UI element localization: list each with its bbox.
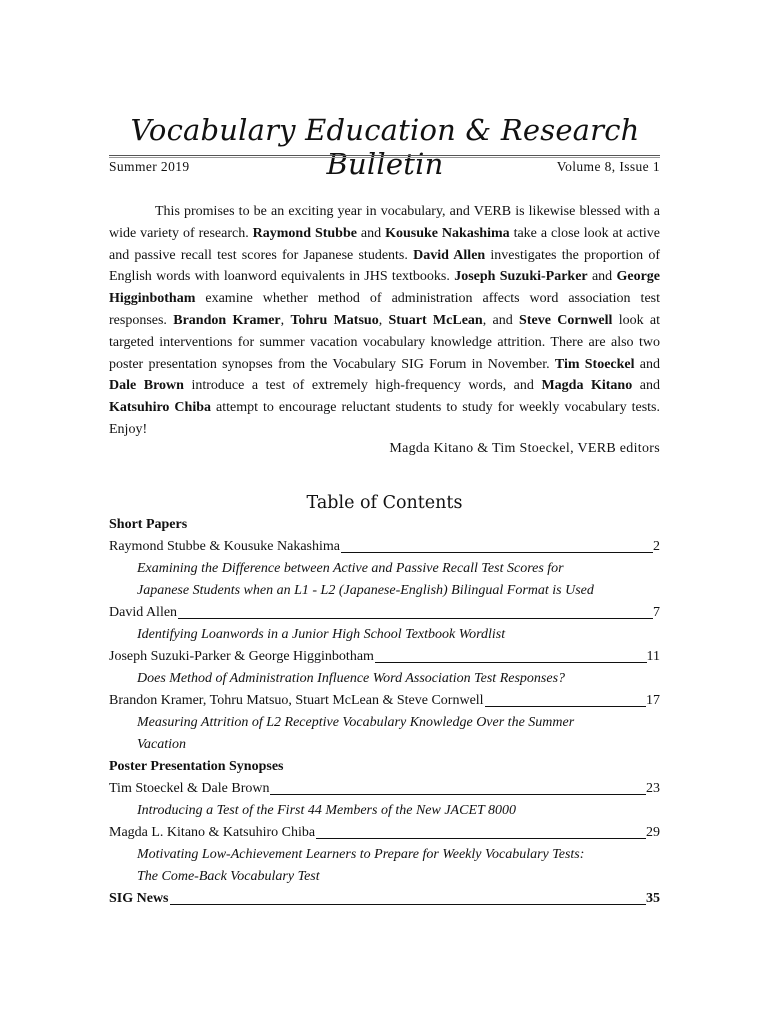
toc-entry-title: Motivating Low-Achievement Learners to Prepare for Weekly Vocabulary Tests: (137, 847, 585, 862)
toc-entry-page: 11 (646, 649, 660, 664)
toc-entry-authors: Magda L. Kitano & Katsuhiro Chiba (109, 825, 316, 840)
issue-volume: Volume 8, Issue 1 (556, 159, 660, 174)
intro-author: Kousuke Nakashima (385, 225, 510, 241)
intro-author: Raymond Stubbe (252, 225, 357, 241)
intro-text: This promises to be an exciting year in vocabulary, and VERB is likewise blessed with a wide variety of research. (109, 204, 660, 241)
toc-leader-line (178, 618, 653, 619)
intro-author: Magda Kitano (541, 378, 633, 394)
issue-date: Summer 2019 (109, 159, 190, 174)
intro-author: Joseph Suzuki-Parker (454, 269, 588, 285)
intro-text: investigates the proportion of English words with loanword equivalents in JHS textbooks. (109, 247, 661, 285)
toc-entry-page: 23 (646, 781, 660, 796)
toc-entry-authors: Tim Stoeckel & Dale Brown (109, 781, 270, 796)
toc-entry-authors: SIG News (109, 891, 169, 906)
intro-text: attempt to encourage reluctant students to study for weekly vocabulary tests. Enjoy! (109, 400, 660, 437)
toc-entry[interactable] (109, 822, 660, 844)
toc-entry-page: 29 (646, 825, 660, 840)
toc-entry-sig-news[interactable] (109, 888, 660, 910)
table-of-contents (109, 514, 660, 910)
intro-author: Stuart McLean (388, 312, 483, 328)
toc-leader-line (485, 706, 646, 707)
toc-entry[interactable] (109, 778, 660, 800)
intro-author: Tim Stoeckel (554, 356, 635, 372)
toc-entry[interactable] (109, 536, 660, 558)
intro-text: , and (482, 312, 520, 328)
intro-text: examine whether method of administration affects word association test responses. (109, 291, 660, 328)
title-divider (109, 155, 660, 158)
intro-author: Tohru Matsuo (290, 312, 379, 328)
editors-signoff: Magda Kitano & Tim Stoeckel, VERB editors (389, 441, 660, 456)
intro-text: and (632, 378, 660, 394)
intro-text: look at targeted interventions for summer vacation vocabulary knowledge attrition. There are also two poster presentation synopses from the Vocabulary SIG Forum in November. (109, 312, 661, 372)
toc-section-heading: Short Papers (109, 517, 188, 532)
intro-author: Steve Cornwell (519, 312, 613, 328)
intro-author: David Allen (413, 247, 486, 263)
toc-entry-authors: David Allen (109, 605, 178, 620)
toc-entry-page: 7 (653, 605, 660, 620)
toc-entry-authors: Joseph Suzuki-Parker & George Higginbotham (109, 649, 374, 664)
toc-leader-line (375, 662, 647, 663)
intro-text: and (587, 269, 617, 285)
intro-text: , (280, 312, 291, 328)
intro-author: Brandon Kramer (173, 312, 281, 328)
toc-entry[interactable] (109, 646, 660, 668)
toc-entry-page: 17 (646, 693, 660, 708)
toc-entry-page: 35 (646, 891, 660, 906)
toc-entry-title: Vacation (137, 737, 186, 752)
toc-entry-page: 2 (653, 539, 660, 554)
intro-author: Katsuhiro Chiba (109, 400, 212, 416)
toc-title: Table of Contents (306, 493, 463, 513)
toc-entry-title: Japanese Students when an L1 - L2 (Japanese-English) Bilingual Format is Used (137, 583, 594, 598)
intro-text: introduce a test of extremely high-frequency words, and (183, 378, 542, 394)
bulletin-title: Vocabulary Education & Research Bulletin (130, 113, 640, 181)
toc-entry-authors: Raymond Stubbe & Kousuke Nakashima (109, 539, 340, 554)
intro-text: , (378, 312, 389, 328)
editorial-intro (109, 201, 660, 441)
toc-entry[interactable] (109, 690, 660, 712)
toc-entry-title: Measuring Attrition of L2 Receptive Vocabulary Knowledge Over the Summer (137, 715, 575, 730)
toc-entry-title: The Come-Back Vocabulary Test (137, 869, 320, 884)
intro-text: and (634, 356, 660, 372)
toc-leader-line (341, 552, 653, 553)
toc-entry-title: Introducing a Test of the First 44 Members of the New JACET 8000 (137, 803, 517, 818)
toc-section-heading: Poster Presentation Synopses (109, 759, 284, 774)
intro-author: Dale Brown (109, 378, 184, 394)
toc-leader-line (170, 904, 646, 905)
toc-entry-title: Does Method of Administration Influence Word Association Test Responses? (137, 671, 566, 686)
toc-leader-line (316, 838, 646, 839)
toc-entry-title: Examining the Difference between Active and Passive Recall Test Scores for (137, 561, 564, 576)
intro-text: and (356, 225, 386, 241)
toc-entry-authors: Brandon Kramer, Tohru Matsuo, Stuart McLean & Steve Cornwell (109, 693, 484, 708)
toc-leader-line (270, 794, 646, 795)
intro-author: George Higginbotham (109, 269, 661, 307)
toc-entry-title: Identifying Loanwords in a Junior High School Textbook Wordlist (137, 627, 506, 642)
intro-text: take a close look at active and passive recall test scores for Japanese students. (109, 225, 661, 263)
toc-entry[interactable] (109, 602, 660, 624)
